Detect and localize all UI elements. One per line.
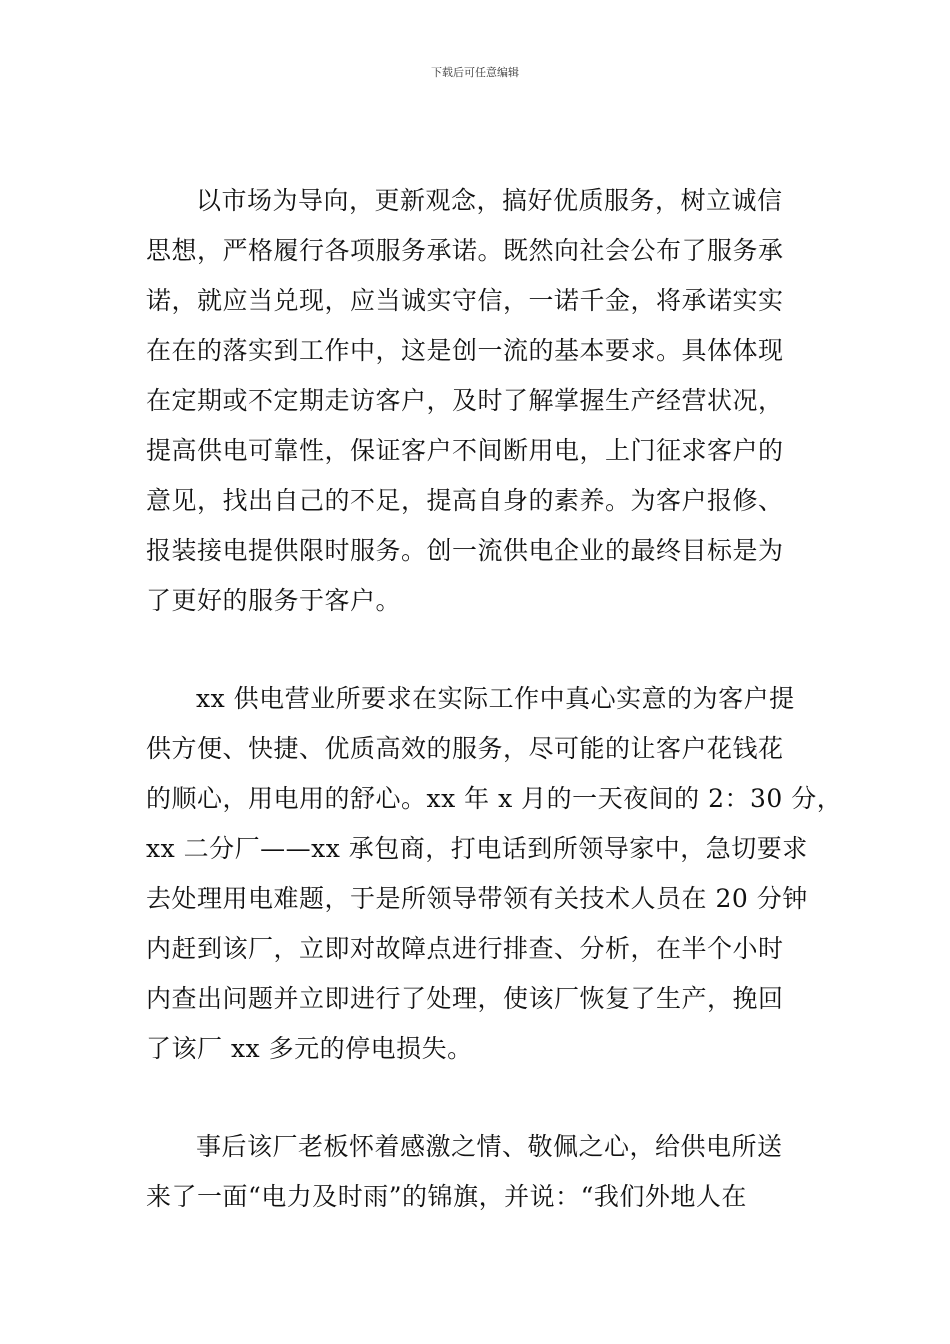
text-line: 去处理用电难题，于是所领导带领有关技术人员在 20 分钟 — [146, 884, 808, 913]
paragraph-3 — [146, 1122, 811, 1222]
text-line: 提高供电可靠性，保证客户不间断用电，上门征求客户的 — [146, 436, 784, 465]
paragraph-1 — [146, 176, 811, 626]
text-line: 意见，找出自己的不足，提高自身的素养。为客户报修、 — [146, 486, 784, 515]
text-line: 在定期或不定期走访客户，及时了解掌握生产经营状况， — [146, 386, 784, 415]
text-line: 了更好的服务于客户。 — [146, 586, 402, 615]
text-line: 以市场为导向，更新观念，搞好优质服务，树立诚信 — [196, 186, 783, 215]
text-line: 了该厂 xx 多元的停电损失。 — [146, 1034, 473, 1063]
page-header: 下载后可任意编辑 — [431, 66, 519, 79]
document-body — [146, 176, 843, 1270]
text-line: 内赶到该厂，立即对故障点进行排查、分析，在半个小时 — [146, 934, 784, 963]
paragraph-2 — [146, 674, 843, 1074]
text-line: 来了一面“电力及时雨”的锦旗，并说：“我们外地人在 — [146, 1182, 747, 1211]
text-line: xx 二分厂——xx 承包商，打电话到所领导家中，急切要求 — [146, 834, 808, 863]
text-line: 在在的落实到工作中，这是创一流的基本要求。具体体现 — [146, 336, 784, 365]
text-line: 思想，严格履行各项服务承诺。既然向社会公布了服务承 — [146, 236, 784, 265]
text-line: 诺，就应当兑现，应当诚实守信，一诺千金，将承诺实实 — [146, 286, 784, 315]
text-line: 内查出问题并立即进行了处理，使该厂恢复了生产，挽回 — [146, 984, 784, 1013]
text-line: 供方便、快捷、优质高效的服务，尽可能的让客户花钱花 — [146, 734, 784, 763]
text-line: 的顺心，用电用的舒心。xx 年 x 月的一天夜间的 2：30 分， — [146, 784, 843, 813]
text-line: 事后该厂老板怀着感激之情、敬佩之心，给供电所送 — [196, 1132, 783, 1161]
text-line: xx 供电营业所要求在实际工作中真心实意的为客户提 — [196, 684, 795, 713]
text-line: 报装接电提供限时服务。创一流供电企业的最终目标是为 — [146, 536, 784, 565]
